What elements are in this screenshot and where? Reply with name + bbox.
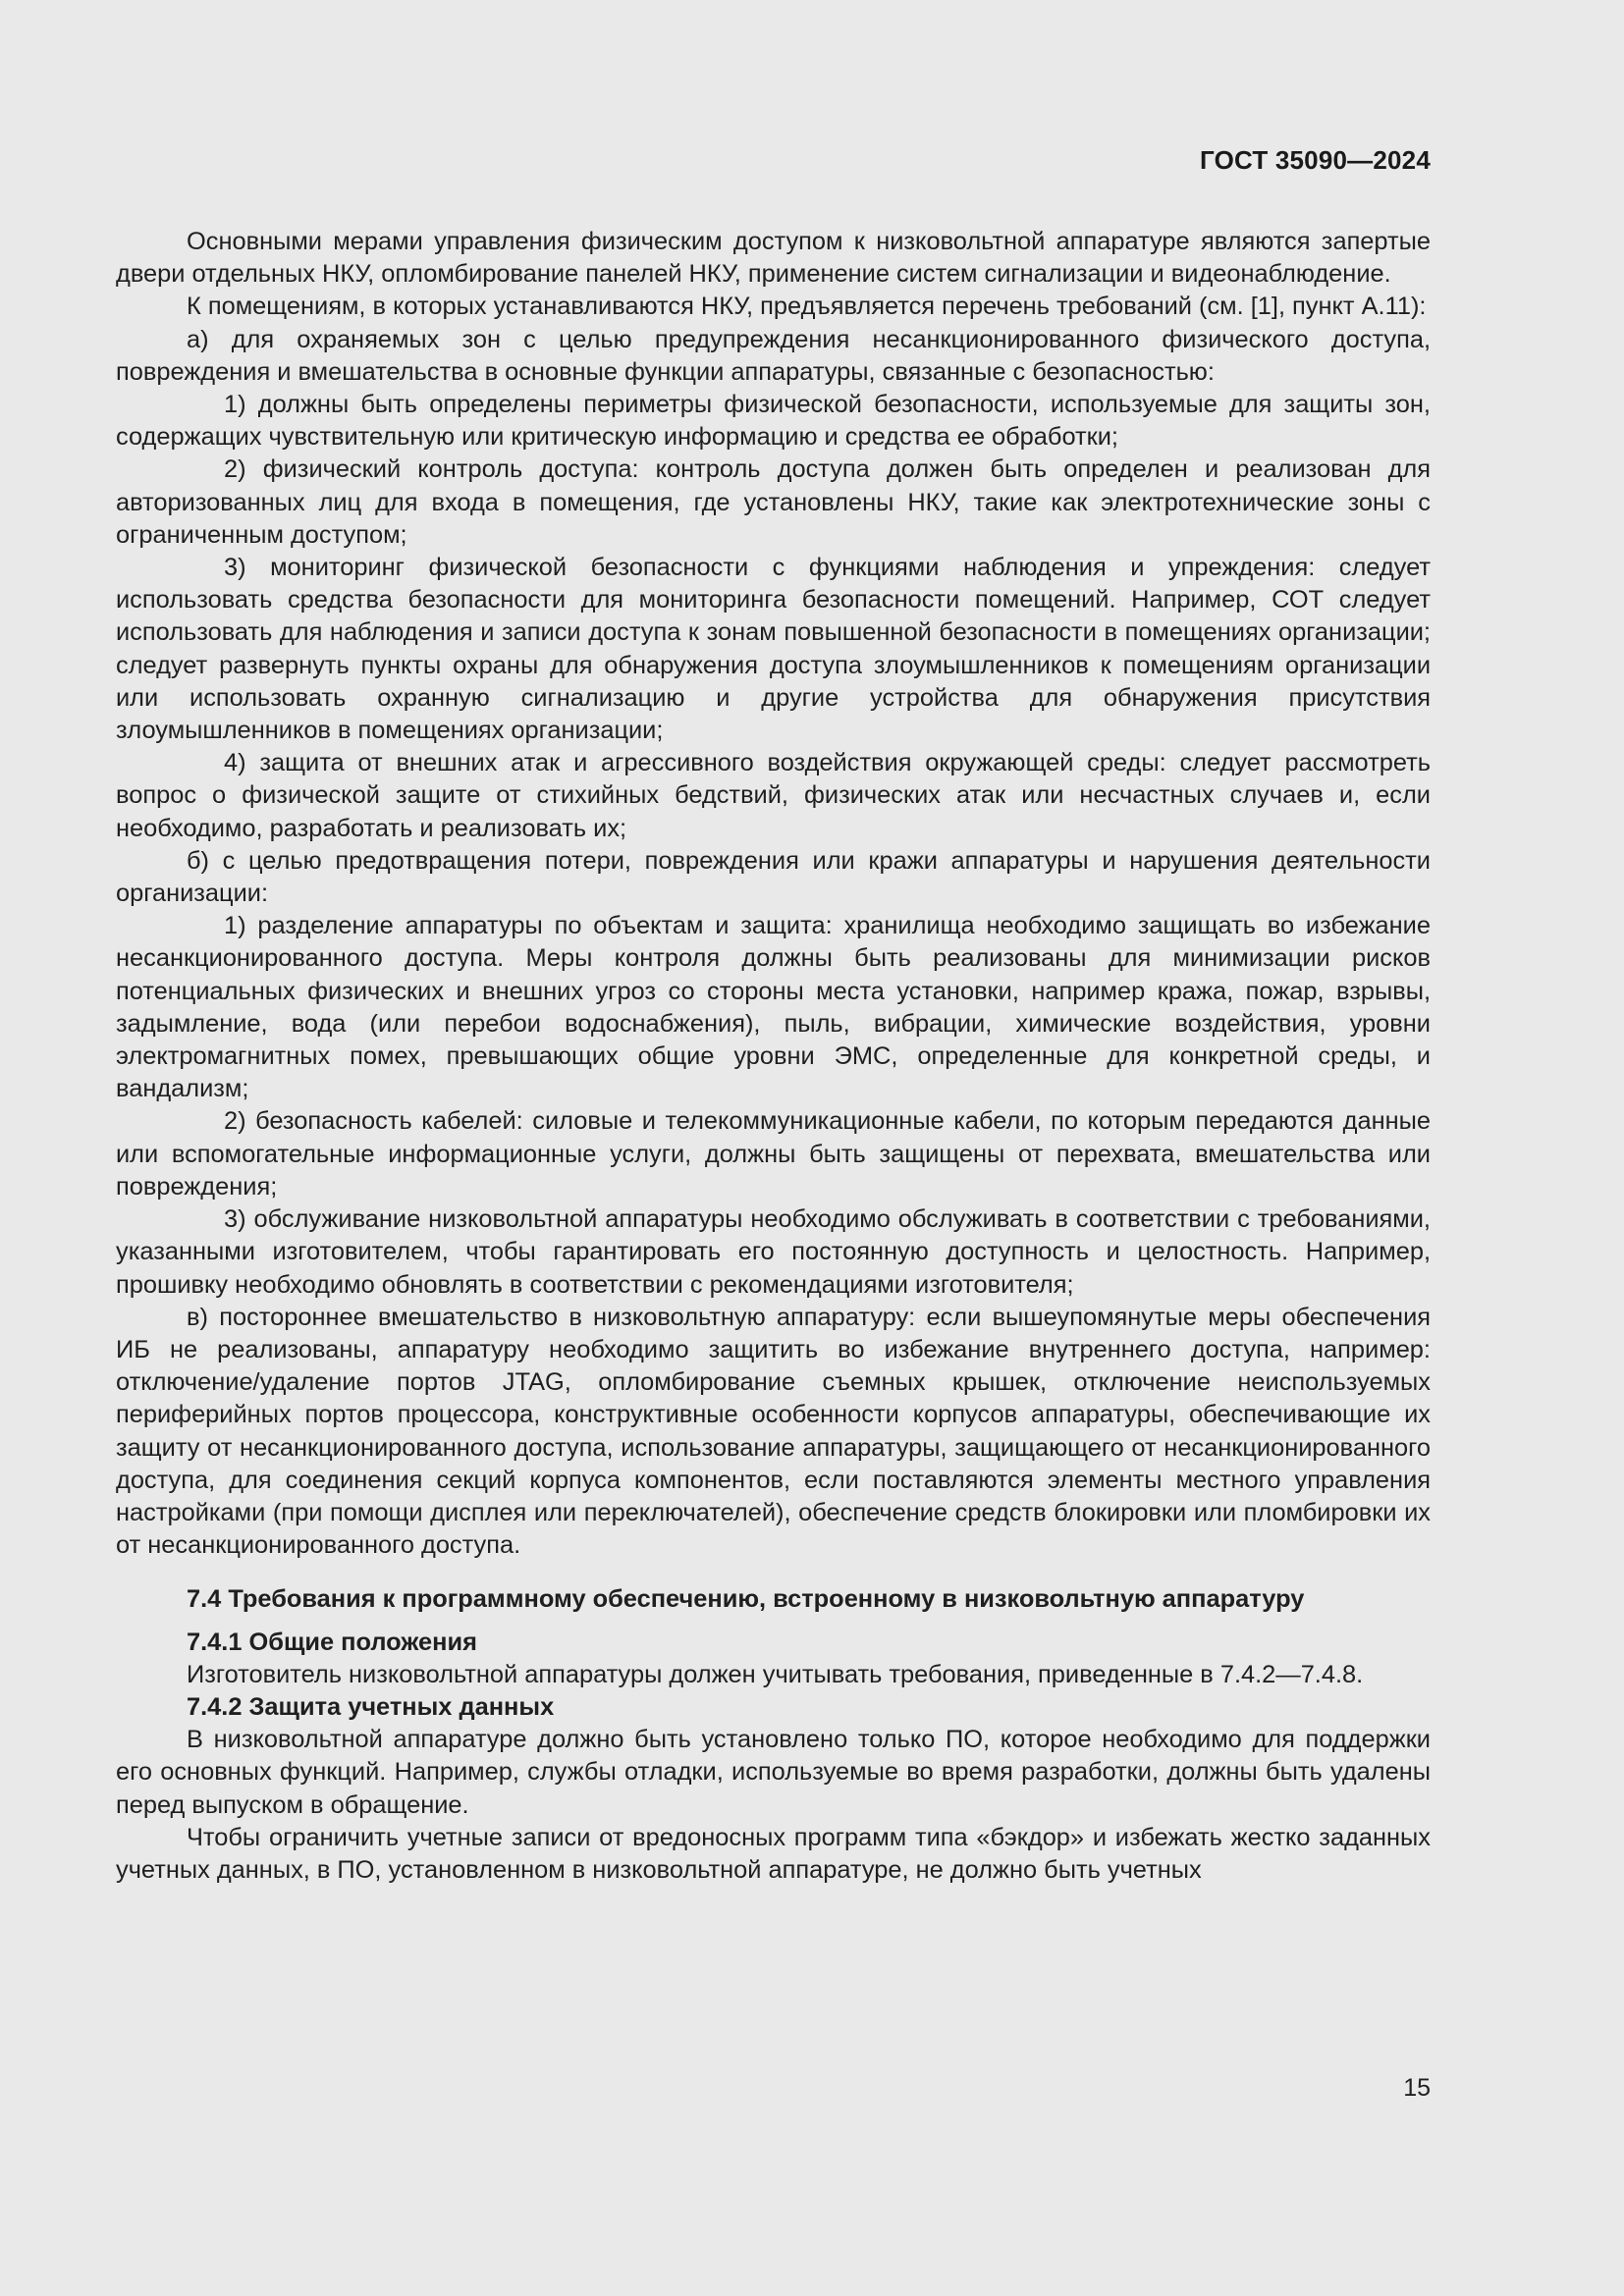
document-body — [116, 226, 1431, 1887]
list-item-a4: 4) защита от внешних атак и агрессивного воздействия окружающей среды: следует рассмотреть вопрос о физической защите от стихийных бедствий, физических атак или несчастных случаев и, если необходимо, разработать и реализовать их; — [116, 749, 1431, 842]
list-item-a: а) для охраняемых зон с целью предупреждения несанкционированного физического доступа, повреждения и вмешательства в основные функции аппаратуры, связанные с безопасностью: — [116, 325, 1431, 386]
list-item-b: б) с целью предотвращения потери, повреждения или кражи аппаратуры и нарушения деятельности организации: — [116, 846, 1431, 908]
paragraph-physical-access: Основными мерами управления физическим доступом к низковольтной аппаратуре являются запертые двери отдельных НКУ, опломбирование панелей НКУ, применение систем сигнализации и видеонаблюдение. — [116, 228, 1431, 289]
paragraph-7-4-1: Изготовитель низковольтной аппаратуры должен учитывать требования, приведенные в 7.4.2—7.4.8. — [187, 1660, 1364, 1688]
list-item-a2: 2) физический контроль доступа: контроль доступа должен быть определен и реализован для авторизованных лиц для входа в помещения, где установлены НКУ, такие как электротехнические зоны с ограниченным доступом; — [116, 455, 1431, 549]
list-item-b2: 2) безопасность кабелей: силовые и телекоммуникационные кабели, по которым передаются данные или вспомогательные информационные услуги, должны быть защищены от перехвата, вмешательства или повреждения; — [116, 1107, 1431, 1201]
section-heading-7-4-1: 7.4.1 Общие положения — [187, 1628, 477, 1656]
paragraph-7-4-2-backdoor: Чтобы ограничить учетные записи от вредоносных программ типа «бэкдор» и избежать жестко заданных учетных данных, в ПО, установленном в низковольтной аппаратуре, не должно быть учетных — [116, 1823, 1431, 1884]
document-code: ГОСТ 35090—2024 — [1200, 145, 1431, 175]
paragraph-7-4-2-software: В низковольтной аппаратуре должно быть установлено только ПО, которое необходимо для поддержки его основных функций. Например, службы отладки, используемые во время разработки, должны быть удалены перед выпуском в обращение. — [116, 1726, 1431, 1819]
paragraph-premises-requirements: К помещениям, в которых устанавливаются НКУ, предъявляется перечень требований (см. [1], пункт А.11): — [187, 293, 1427, 321]
list-item-a3: 3) мониторинг физической безопасности с функциями наблюдения и упреждения: следует использовать средства безопасности для мониторинга безопасности помещений. Например, СОТ следует использовать для наблюдения и записи доступа к зонам повышенной безопасности в помещениях организации; следует развернуть пункты охраны для обнаружения доступа злоумышленников к помещениям организации или использовать охранную сигнализацию и другие устройства для обнаружения присутствия злоумышленников в помещениях организации; — [116, 554, 1431, 745]
list-item-b3: 3) обслуживание низковольтной аппаратуры необходимо обслуживать в соответствии с требованиями, указанными изготовителем, чтобы гарантировать его постоянную доступность и целостность. Например, прошивку необходимо обновлять в соответствии с рекомендациями изготовителя; — [116, 1205, 1431, 1299]
section-heading-7-4: 7.4 Требования к программному обеспечению, встроенному в низковольтную аппаратуру — [187, 1585, 1305, 1614]
list-item-a1: 1) должны быть определены периметры физической безопасности, используемые для защиты зон, содержащих чувствительную или критическую информацию и средства ее обработки; — [116, 391, 1431, 452]
list-item-b1: 1) разделение аппаратуры по объектам и защита: хранилища необходимо защищать во избежание несанкционированного доступа. Меры контроля должны быть реализованы для минимизации рисков потенциальных физических и внешних угроз со стороны места установки, например кража, пожар, взрывы, задымление, вода (или перебои водоснабжения), пыль, вибрации, химические воздействия, уровни электромагнитных помех, превышающих общие уровни ЭМС, определенные для конкретной среды, и вандализм; — [116, 912, 1431, 1103]
list-item-c: в) постороннее вмешательство в низковольтную аппаратуру: если вышеупомянутые меры обеспечения ИБ не реализованы, аппаратуру необходимо защитить во избежание внутреннего доступа, например: отключение/удаление портов JTAG, опломбирование съемных крышек, отключение неиспользуемых периферийных портов процессора, конструктивные особенности корпусов аппаратуры, обеспечивающие их защиту от несанкционированного доступа, использование аппаратуры, защищающего от несанкционированного доступа, для соединения секций корпуса компонентов, если поставляются элементы местного управления настройками (при помощи дисплея или переключателей), обеспечение средств блокировки или пломбировки их от несанкционированного доступа. — [116, 1303, 1431, 1560]
section-heading-7-4-2: 7.4.2 Защита учетных данных — [187, 1692, 555, 1721]
page-number: 15 — [1403, 2074, 1431, 2102]
